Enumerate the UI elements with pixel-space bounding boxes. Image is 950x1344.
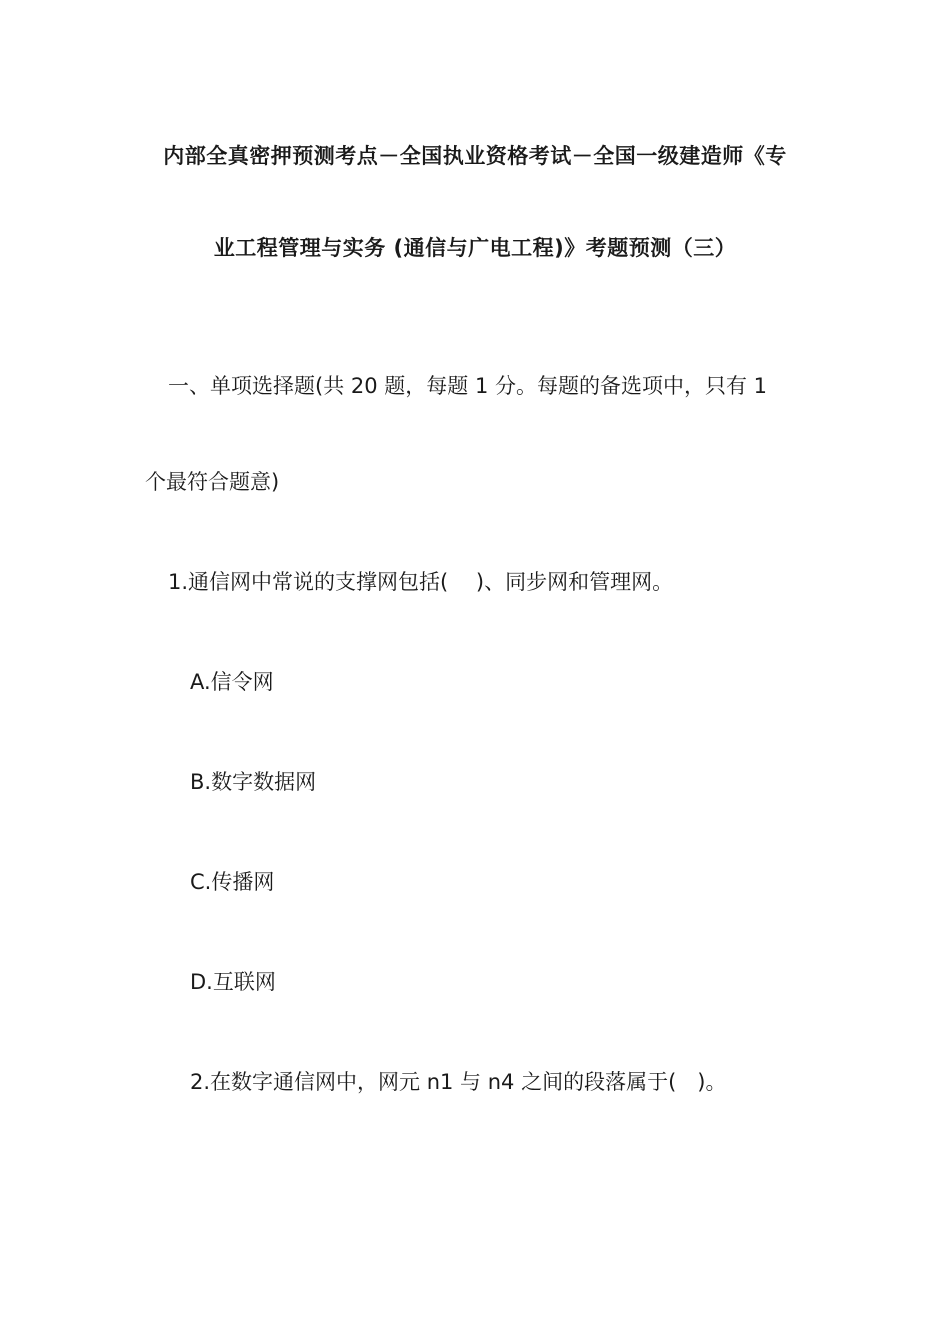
document-title-line-2: 业工程管理与实务 (通信与广电工程)》考题预测（三）	[213, 236, 737, 260]
question-1-option-b: B.数字数据网	[190, 770, 317, 794]
question-1-stem: 1.通信网中常说的支撑网包括( )、同步网和管理网。	[168, 570, 674, 594]
question-1-option-d: D.互联网	[190, 970, 276, 994]
question-1-option-c: C.传播网	[190, 870, 275, 894]
question-1-option-a: A.信令网	[190, 670, 274, 694]
section-heading-line-1: 一、单项选择题(共 20 题，每题 1 分。每题的备选项中，只有 1	[168, 374, 768, 398]
document-title-line-1: 内部全真密押预测考点－全国执业资格考试－全国一级建造师《专	[163, 144, 787, 168]
section-heading-line-2: 个最符合题意)	[145, 470, 280, 494]
question-2-stem: 2.在数字通信网中，网元 n1 与 n4 之间的段落属于( )。	[190, 1070, 727, 1094]
